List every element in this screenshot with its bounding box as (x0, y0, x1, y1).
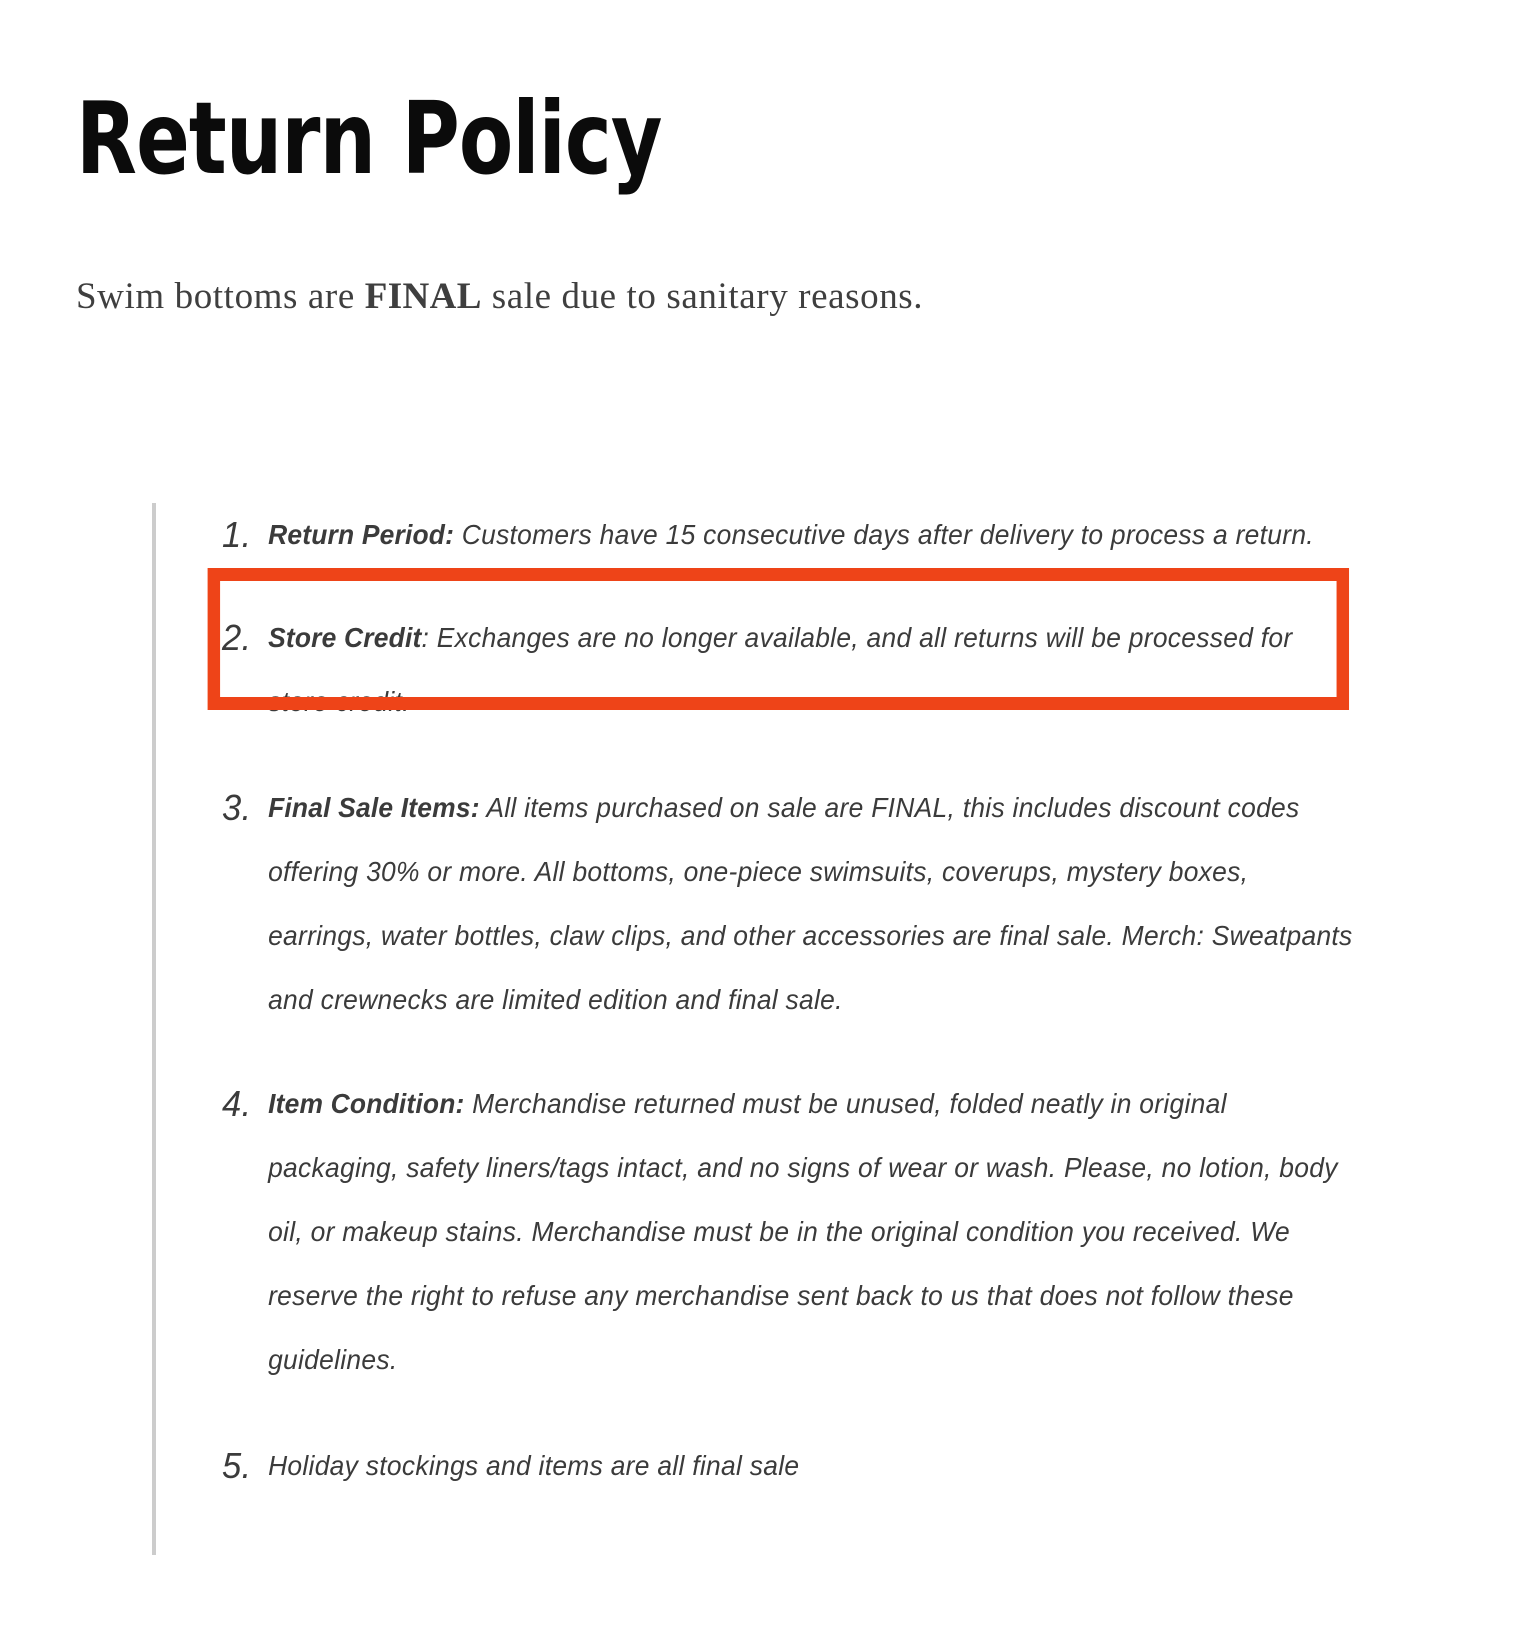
subtitle-emphasis: FINAL (364, 276, 482, 317)
list-item-lead: Store Credit (268, 622, 422, 653)
list-item (222, 1434, 1355, 1498)
list-item (222, 776, 1355, 1032)
list-item-lead: Item Condition: (268, 1088, 465, 1119)
list-item-lead: Final Sale Items: (268, 792, 480, 823)
list-item (222, 503, 1355, 567)
list-item (222, 1072, 1355, 1392)
list-item-text: Merchandise returned must be unused, folded neatly in original packaging, safety liners/tags intact, and no signs of wear or wash. Please, no lotion, body oil, or makeup stains. Merchandise must be in the original condition you received. We reserve the right to refuse any merchandise sent back to us that does not follow these guidelines. (268, 1088, 1338, 1375)
list-item-highlighted (222, 606, 1355, 734)
page-title: Return Policy (76, 80, 662, 197)
list-item-lead: Return Period: (268, 519, 455, 550)
list-marker: 2. (222, 617, 252, 658)
list-item-text: Holiday stockings and items are all final sale (268, 1450, 800, 1481)
subtitle-text-before: Swim bottoms are (76, 276, 365, 317)
list-marker: 4. (222, 1083, 252, 1124)
subtitle-text-after: sale due to sanitary reasons. (481, 276, 924, 317)
left-vertical-rule (152, 503, 156, 1555)
policy-list (222, 503, 1402, 1498)
list-item-text: Customers have 15 consecutive days after delivery to process a return. (454, 519, 1314, 550)
list-marker: 1. (222, 514, 252, 555)
list-marker: 3. (222, 787, 252, 828)
list-item-text: : Exchanges are no longer available, and all returns will be processed for store credit. (268, 622, 1293, 717)
list-item-text: All items purchased on sale are FINAL, this includes discount codes offering 30% or more. All bottoms, one-piece swimsuits, coverups, mystery boxes, earrings, water bottles, claw clips, and other accessories are final sale. Merch: Sweatpants and crewnecks are limited edition and final sale. (268, 792, 1353, 1015)
list-marker: 5. (222, 1445, 252, 1486)
